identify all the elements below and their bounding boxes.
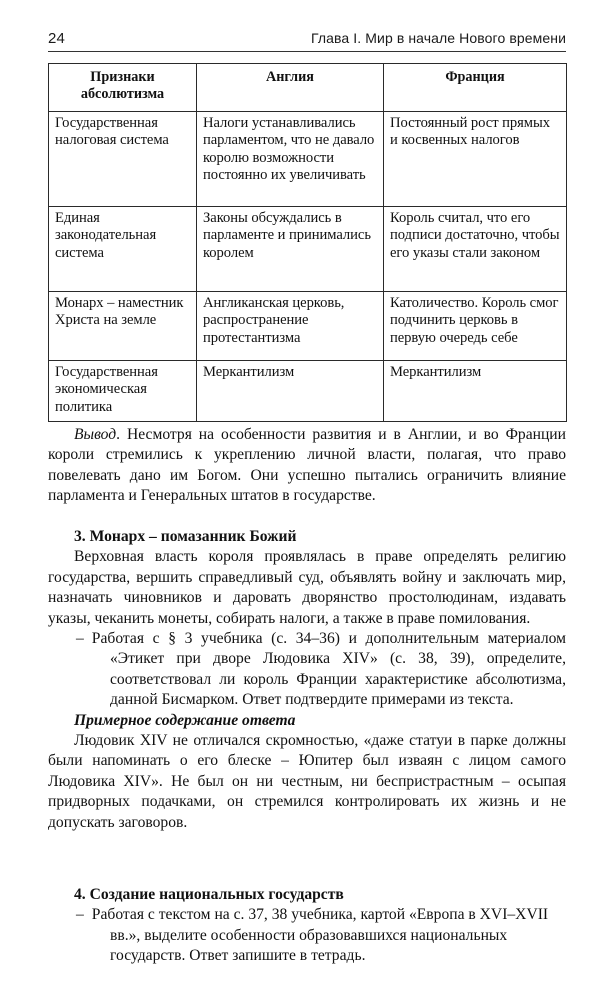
column-header-england: Англия (197, 64, 384, 112)
cell-france: Меркантилизм (384, 360, 567, 422)
section-4-task-text: Работая с текстом на с. 37, 38 учебника, картой «Европа в XVI–XVII вв.», выделите особенности образовавшихся национальных государств. Ответ запишите в тетрадь. (91, 906, 549, 965)
table-row (49, 111, 567, 206)
page-number: 24 (48, 30, 65, 47)
cell-feature: Монарх – наместник Христа на земле (49, 291, 197, 360)
header-rule (48, 51, 566, 52)
table-header-row (49, 64, 567, 112)
table-row (49, 291, 567, 360)
conclusion-text: . Несмотря на особенности развития и в Англии, и во Франции короли стремились к укреплению личной власти, полагая, что право повелевать дано им Богом. Они успешно пытались ограничить влияние парламента и Генеральных штатов в государстве. (48, 426, 566, 505)
column-header-feature: Признаки абсолютизма (49, 64, 197, 112)
cell-england: Англиканская церковь, распространение протестантизма (197, 291, 384, 360)
section-4-task-item (48, 905, 566, 966)
section-3-paragraph: Верховная власть короля проявлялась в праве определять религию государства, вершить справедливый суд, объявлять войну и заключать мир, назначать чиновников и даровать дворянство простолюдинам, издавать указы, чеканить монеты, собирать налоги, а также в праве помилования. (48, 548, 566, 627)
table-row (49, 206, 567, 291)
answer-paragraph: Людовик XIV не отличался скромностью, «даже статуи в парке должны были напоминать о его блеске – Юпитер был изваян с лицом самого Людовика XIV». Не был он ни честным, ни беспристрастным – осыпая придворных подачками, он стремился контролировать их жизнь и не допускать заговоров. (48, 732, 566, 831)
conclusion-block (48, 425, 566, 507)
absolutism-comparison-table (48, 63, 567, 422)
section-4-heading: 4. Создание национальных государств (74, 886, 344, 903)
conclusion-label: Вывод (74, 426, 117, 443)
section-3-task-item (48, 629, 566, 711)
running-head (48, 30, 566, 47)
answer-heading: Примерное содержание ответа (74, 711, 296, 729)
cell-england: Налоги устанавливались парламентом, что не давало королю возможности постоянно их увеличивать (197, 111, 384, 206)
table-body (49, 111, 567, 422)
cell-france: Король считал, что его подписи достаточно, чтобы его указы стали законом (384, 206, 567, 291)
section-4-block (48, 885, 566, 967)
cell-france: Католичество. Король смог подчинить церковь в первую очередь себе (384, 291, 567, 360)
absolutism-table-wrapper (48, 63, 566, 422)
cell-feature: Единая законодательная система (49, 206, 197, 291)
cell-feature: Государственная налоговая система (49, 111, 197, 206)
cell-france: Постоянный рост прямых и косвенных налогов (384, 111, 567, 206)
table-row (49, 360, 567, 422)
dash-bullet-icon: – (76, 630, 84, 648)
table-head (49, 64, 567, 112)
cell-england: Меркантилизм (197, 360, 384, 422)
chapter-title: Глава I. Мир в начале Нового времени (310, 30, 566, 46)
dash-bullet-icon: – (76, 906, 84, 924)
section-3-task-text: Работая с § 3 учебника (с. 34–36) и дополнительным материалом «Этикет при дворе Людовика XIV» (с. 38, 39), определите, соответствовал ли король Франции характеристике абсолютизма, данной Бисмарком. Ответ подтвердите примерами из текста. (91, 630, 566, 709)
section-3-heading: 3. Монарх – помазанник Божий (74, 528, 297, 545)
cell-england: Законы обсуждались в парламенте и принимались королем (197, 206, 384, 291)
section-3-block (48, 527, 566, 833)
cell-feature: Государственная экономическая политика (49, 360, 197, 422)
conclusion-paragraph (48, 425, 566, 507)
column-header-france: Франция (384, 64, 567, 112)
